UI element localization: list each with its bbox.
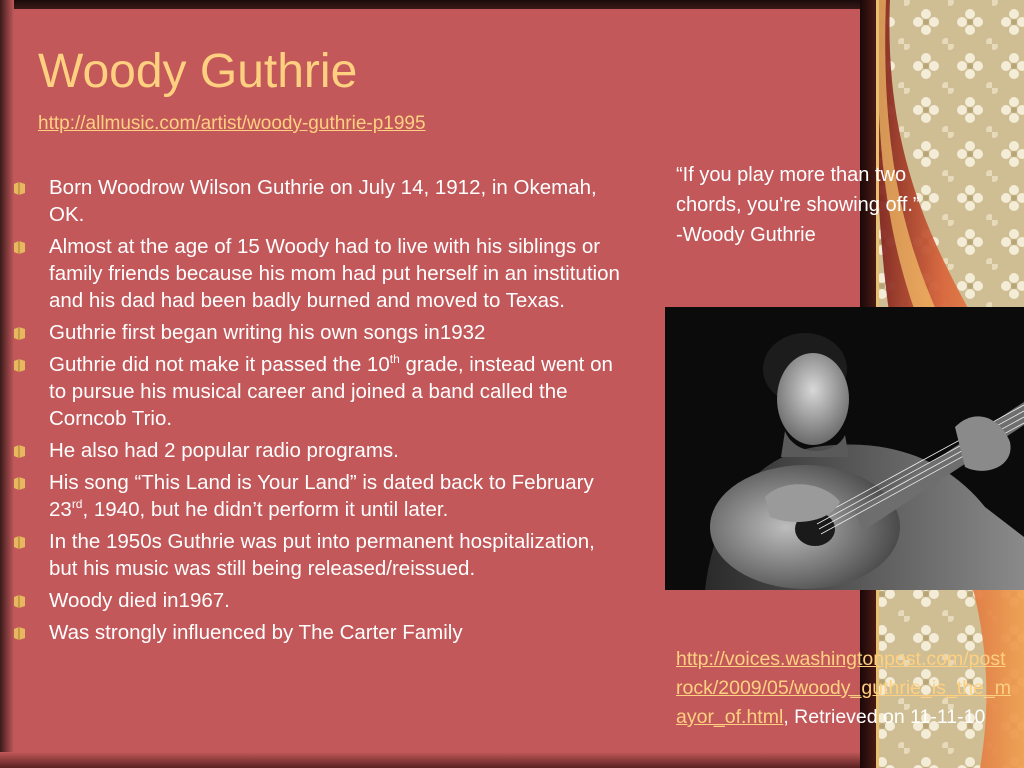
bullet-icon bbox=[14, 182, 25, 195]
bullet-text: Born Woodrow Wilson Guthrie on July 14, 1912, in Okemah, OK. bbox=[49, 176, 597, 226]
bullet-text: Was strongly influenced by The Carter Family bbox=[49, 621, 463, 644]
guitar-player-photo bbox=[665, 307, 1024, 590]
superscript: th bbox=[389, 352, 400, 367]
superscript: rd bbox=[71, 497, 83, 512]
bullet-icon bbox=[14, 445, 25, 458]
bullet-text bbox=[49, 471, 594, 521]
bullet-text: He also had 2 popular radio programs. bbox=[49, 439, 399, 462]
bullet-text: Woody died in1967. bbox=[49, 589, 230, 612]
bullet-item bbox=[14, 528, 626, 582]
source-link[interactable]: http://allmusic.com/artist/woody-guthrie-p1995 bbox=[38, 113, 426, 134]
quote-block bbox=[676, 160, 976, 250]
bullet-text-part: grade, instead went on to pursue his musical career and joined a band called the Corncob Trio. bbox=[49, 353, 613, 430]
bullet-item bbox=[14, 319, 626, 346]
left-shadow bbox=[0, 0, 14, 768]
bullet-text-part: His song “This Land is Your Land” is dated back to February 23 bbox=[49, 471, 594, 521]
bullet-icon bbox=[14, 595, 25, 608]
bullet-item bbox=[14, 174, 626, 228]
bullet-item bbox=[14, 437, 626, 464]
bullet-item bbox=[14, 351, 626, 432]
bullet-text: In the 1950s Guthrie was put into permanent hospitalization, but his music was still being released/reissued. bbox=[49, 530, 595, 580]
quote-line: “If you play more than two bbox=[676, 164, 907, 186]
bullet-text bbox=[49, 353, 613, 430]
bullet-text: Guthrie first began writing his own songs in1932 bbox=[49, 321, 486, 344]
guthrie-photo bbox=[665, 307, 1024, 590]
bullet-icon bbox=[14, 536, 25, 549]
bullet-item bbox=[14, 619, 626, 646]
bullet-icon bbox=[14, 477, 25, 490]
bullet-icon bbox=[14, 359, 25, 372]
photo-caption bbox=[676, 645, 1011, 732]
bullet-item bbox=[14, 233, 626, 314]
bullet-icon bbox=[14, 627, 25, 640]
bullet-text-part: , 1940, but he didn’t perform it until later. bbox=[82, 498, 449, 521]
bullet-text-part: Guthrie did not make it passed the 10 bbox=[49, 353, 390, 376]
bullet-item bbox=[14, 469, 626, 523]
bullet-icon bbox=[14, 241, 25, 254]
slide-title: Woody Guthrie bbox=[38, 45, 358, 98]
bullet-list bbox=[14, 174, 626, 651]
photo-source-link[interactable]: http://voices.washingtonpost.com/postrock/2009/05/woody_guthrie_is_the_mayor_of.html bbox=[676, 648, 1011, 728]
retrieved-date: , Retrieved on 11-11-10 bbox=[783, 706, 986, 728]
bullet-item bbox=[14, 587, 626, 614]
bullet-text: Almost at the age of 15 Woody had to live with his siblings or family friends because his mom had put herself in an institution and his dad had been badly burned and moved to Texas. bbox=[49, 235, 620, 312]
bullet-icon bbox=[14, 327, 25, 340]
quote-line: chords, you're showing off.” bbox=[676, 194, 920, 216]
quote-attribution: -Woody Guthrie bbox=[676, 224, 816, 246]
